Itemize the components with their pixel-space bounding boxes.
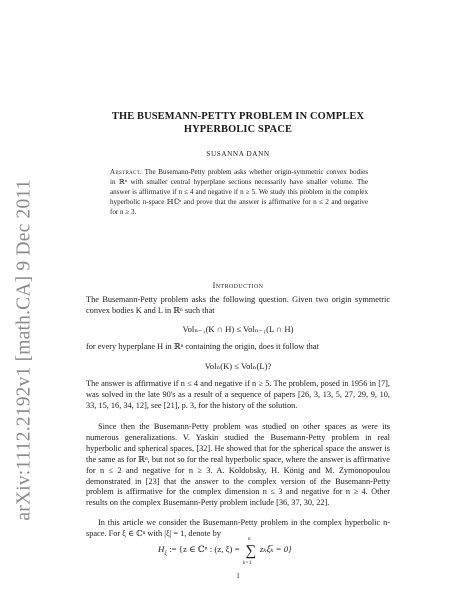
author-name: SUSANNA DANN bbox=[206, 150, 270, 158]
sum-symbol: ∑ bbox=[245, 543, 257, 559]
eq3-rhs: zₖξ̅ₖ = 0} bbox=[259, 544, 292, 554]
paragraph-4: Since then the Busemann-Petty problem was studied on other spaces as were its numerous generalizations. V. Yaskin studied the Busemann-Petty problem in real hyperbolic and spherical spaces, [32]. He showed that for the spherical space the answer is the same as for ℝⁿ, but not so for the real hyperbolic space, where the answer is affirmative for n ≤ 2 and negative for n ≥ 3. A. Koldobsky, H. König and M. Zymonopoulou demonstrated in [23] that the answer to the complex version of the Busemann-Petty problem is affirmative for the complex dimension n ≤ 3 and negative for n ≥ 4. Other results on the complex Busemann-Petty problem include [36, 37, 30, 22]. bbox=[86, 422, 390, 508]
title-line-2: HYPERBOLIC SPACE bbox=[183, 124, 293, 135]
arxiv-sidebar bbox=[12, 140, 38, 560]
paragraph-5: In this article we consider the Busemann-Petty problem in the complex hyperbolic n-space. For ξ ∈ ℂⁿ with |ξ| = 1, denote by bbox=[86, 518, 390, 538]
eq3-sum-upper: n bbox=[247, 536, 251, 542]
paper-title bbox=[86, 110, 390, 136]
arxiv-identifier: arXiv:1112.2192v1 [math.CA] 9 Dec 2011 bbox=[14, 179, 35, 521]
abstract-label: Abstract. bbox=[110, 168, 143, 176]
abstract-text: The Busemann-Petty problem asks whether origin-symmetric convex bodies in ℝⁿ with smaller central hyperplane sections necessarily have smaller volume. The answer is affirmative if n ≤ 4 and negative if n ≥ 5. We study this problem in the complex hyperbolic n-space ℍℂⁿ and prove that the answer is affirmative for n ≤ 2 and negative for n ≥ 3. bbox=[110, 168, 368, 217]
eq3-middle: := {z ∈ ℂⁿ : (z, ξ) = bbox=[166, 544, 242, 554]
paragraph-2: for every hyperplane H in ℝⁿ containing the origin, does it follow that bbox=[86, 342, 319, 351]
paragraph-1: The Busemann-Petty problem asks the following question. Given two origin symmetric convex bodies K and L in ℝⁿ such that bbox=[86, 295, 390, 315]
title-line-1: THE BUSEMANN-PETTY PROBLEM IN COMPLEX bbox=[111, 111, 365, 122]
page-number: 1 bbox=[236, 572, 240, 580]
eq3-subscript: ξ bbox=[164, 550, 167, 557]
equation-2: Volₙ(K) ≤ Volₙ(L)? bbox=[204, 361, 272, 371]
equation-3 bbox=[158, 536, 292, 566]
eq3-lhs: H bbox=[158, 544, 165, 554]
abstract bbox=[110, 167, 368, 217]
section-heading-introduction: Introduction bbox=[212, 281, 264, 290]
equation-1: Volₙ₋₁(K ∩ H) ≤ Volₙ₋₁(L ∩ H) bbox=[182, 324, 294, 334]
paragraph-3: The answer is affirmative if n ≤ 4 and negative if n ≥ 5. The problem, posed in 1956 in [7], was solved in the late 90's as a result of a sequence of papers [26, 3, 13, 5, 27, 29, 9, 10, 33, 15, 16, 34, 12], see [21], p. 3, for the history of the solution. bbox=[86, 379, 390, 410]
eq3-summation bbox=[242, 536, 260, 566]
eq3-sum-lower: k=1 bbox=[242, 560, 252, 566]
